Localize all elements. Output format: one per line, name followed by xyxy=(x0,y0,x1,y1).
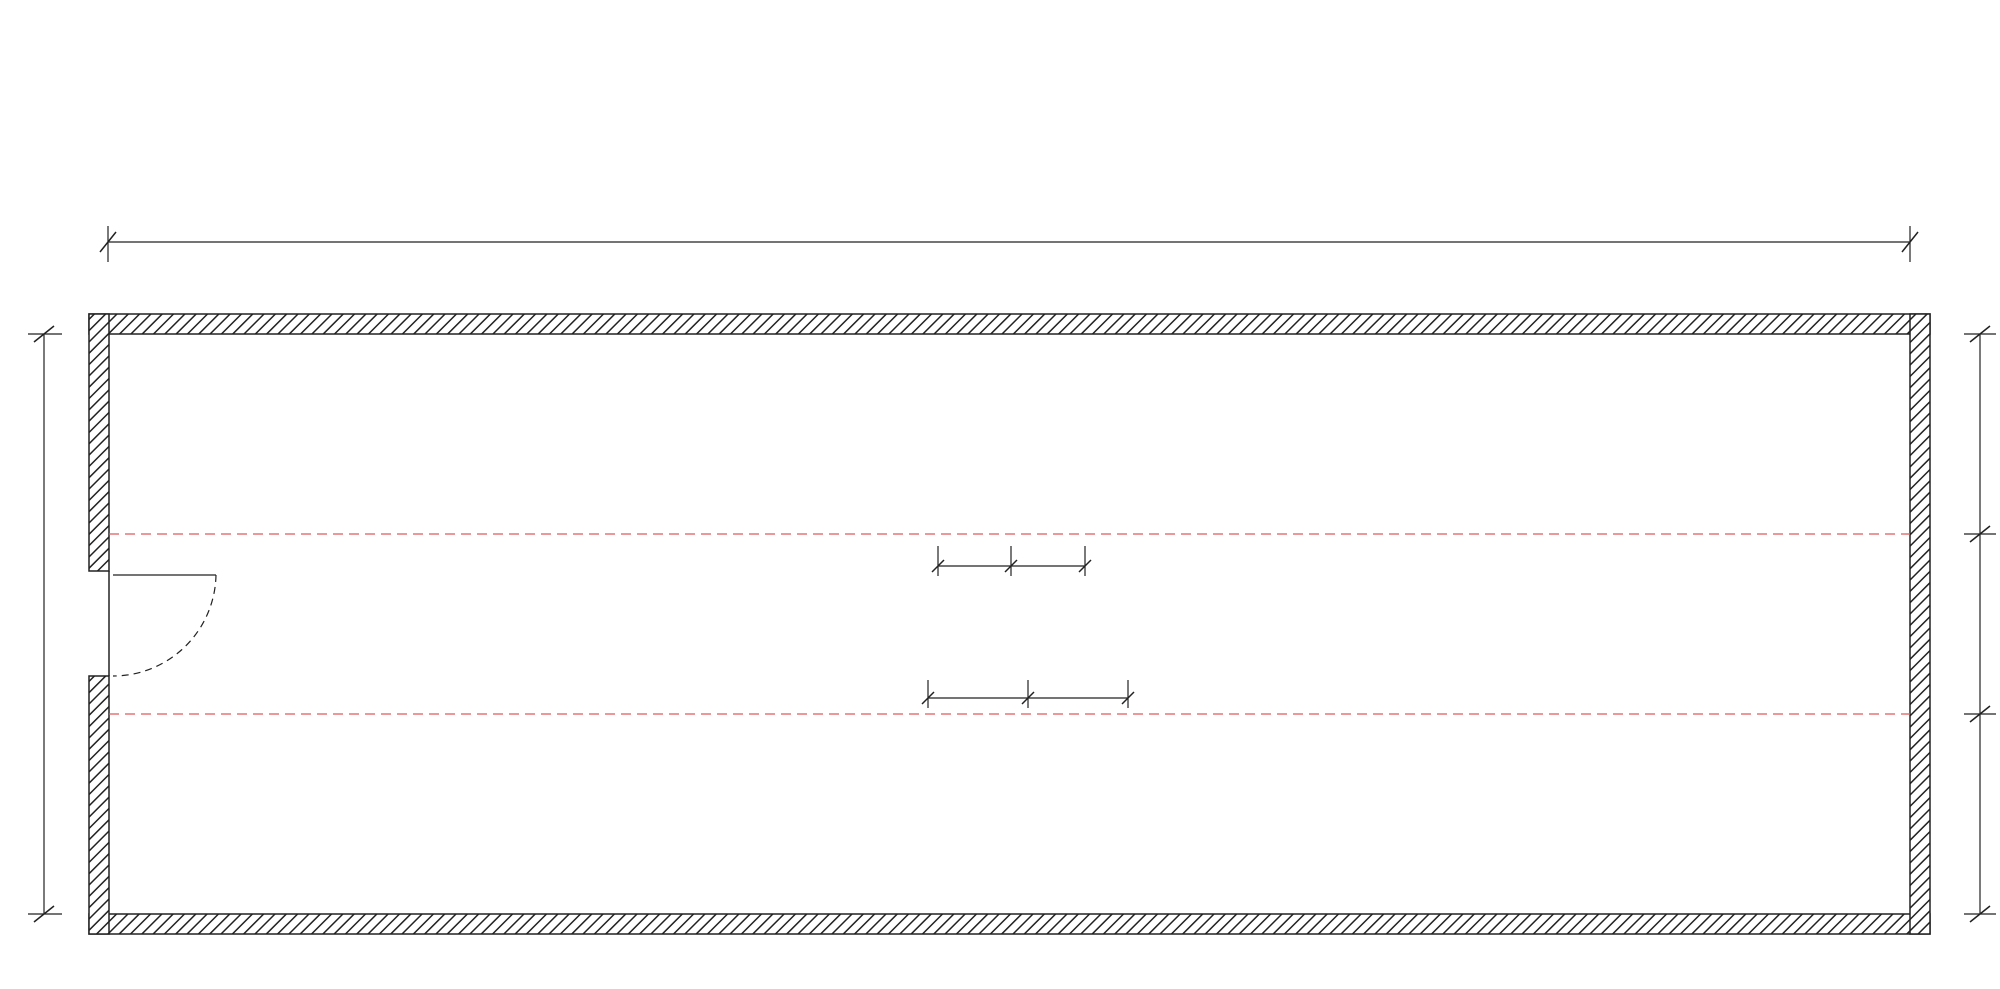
depth-dimensions xyxy=(1964,326,1996,922)
door xyxy=(109,571,216,676)
parking-zones xyxy=(109,534,1910,714)
length-dimension xyxy=(100,226,1918,262)
spacing-dimension-bottom xyxy=(922,680,1134,708)
width-dimension xyxy=(28,326,62,922)
spacing-dimension-top xyxy=(932,546,1091,576)
room-walls xyxy=(89,314,1930,934)
